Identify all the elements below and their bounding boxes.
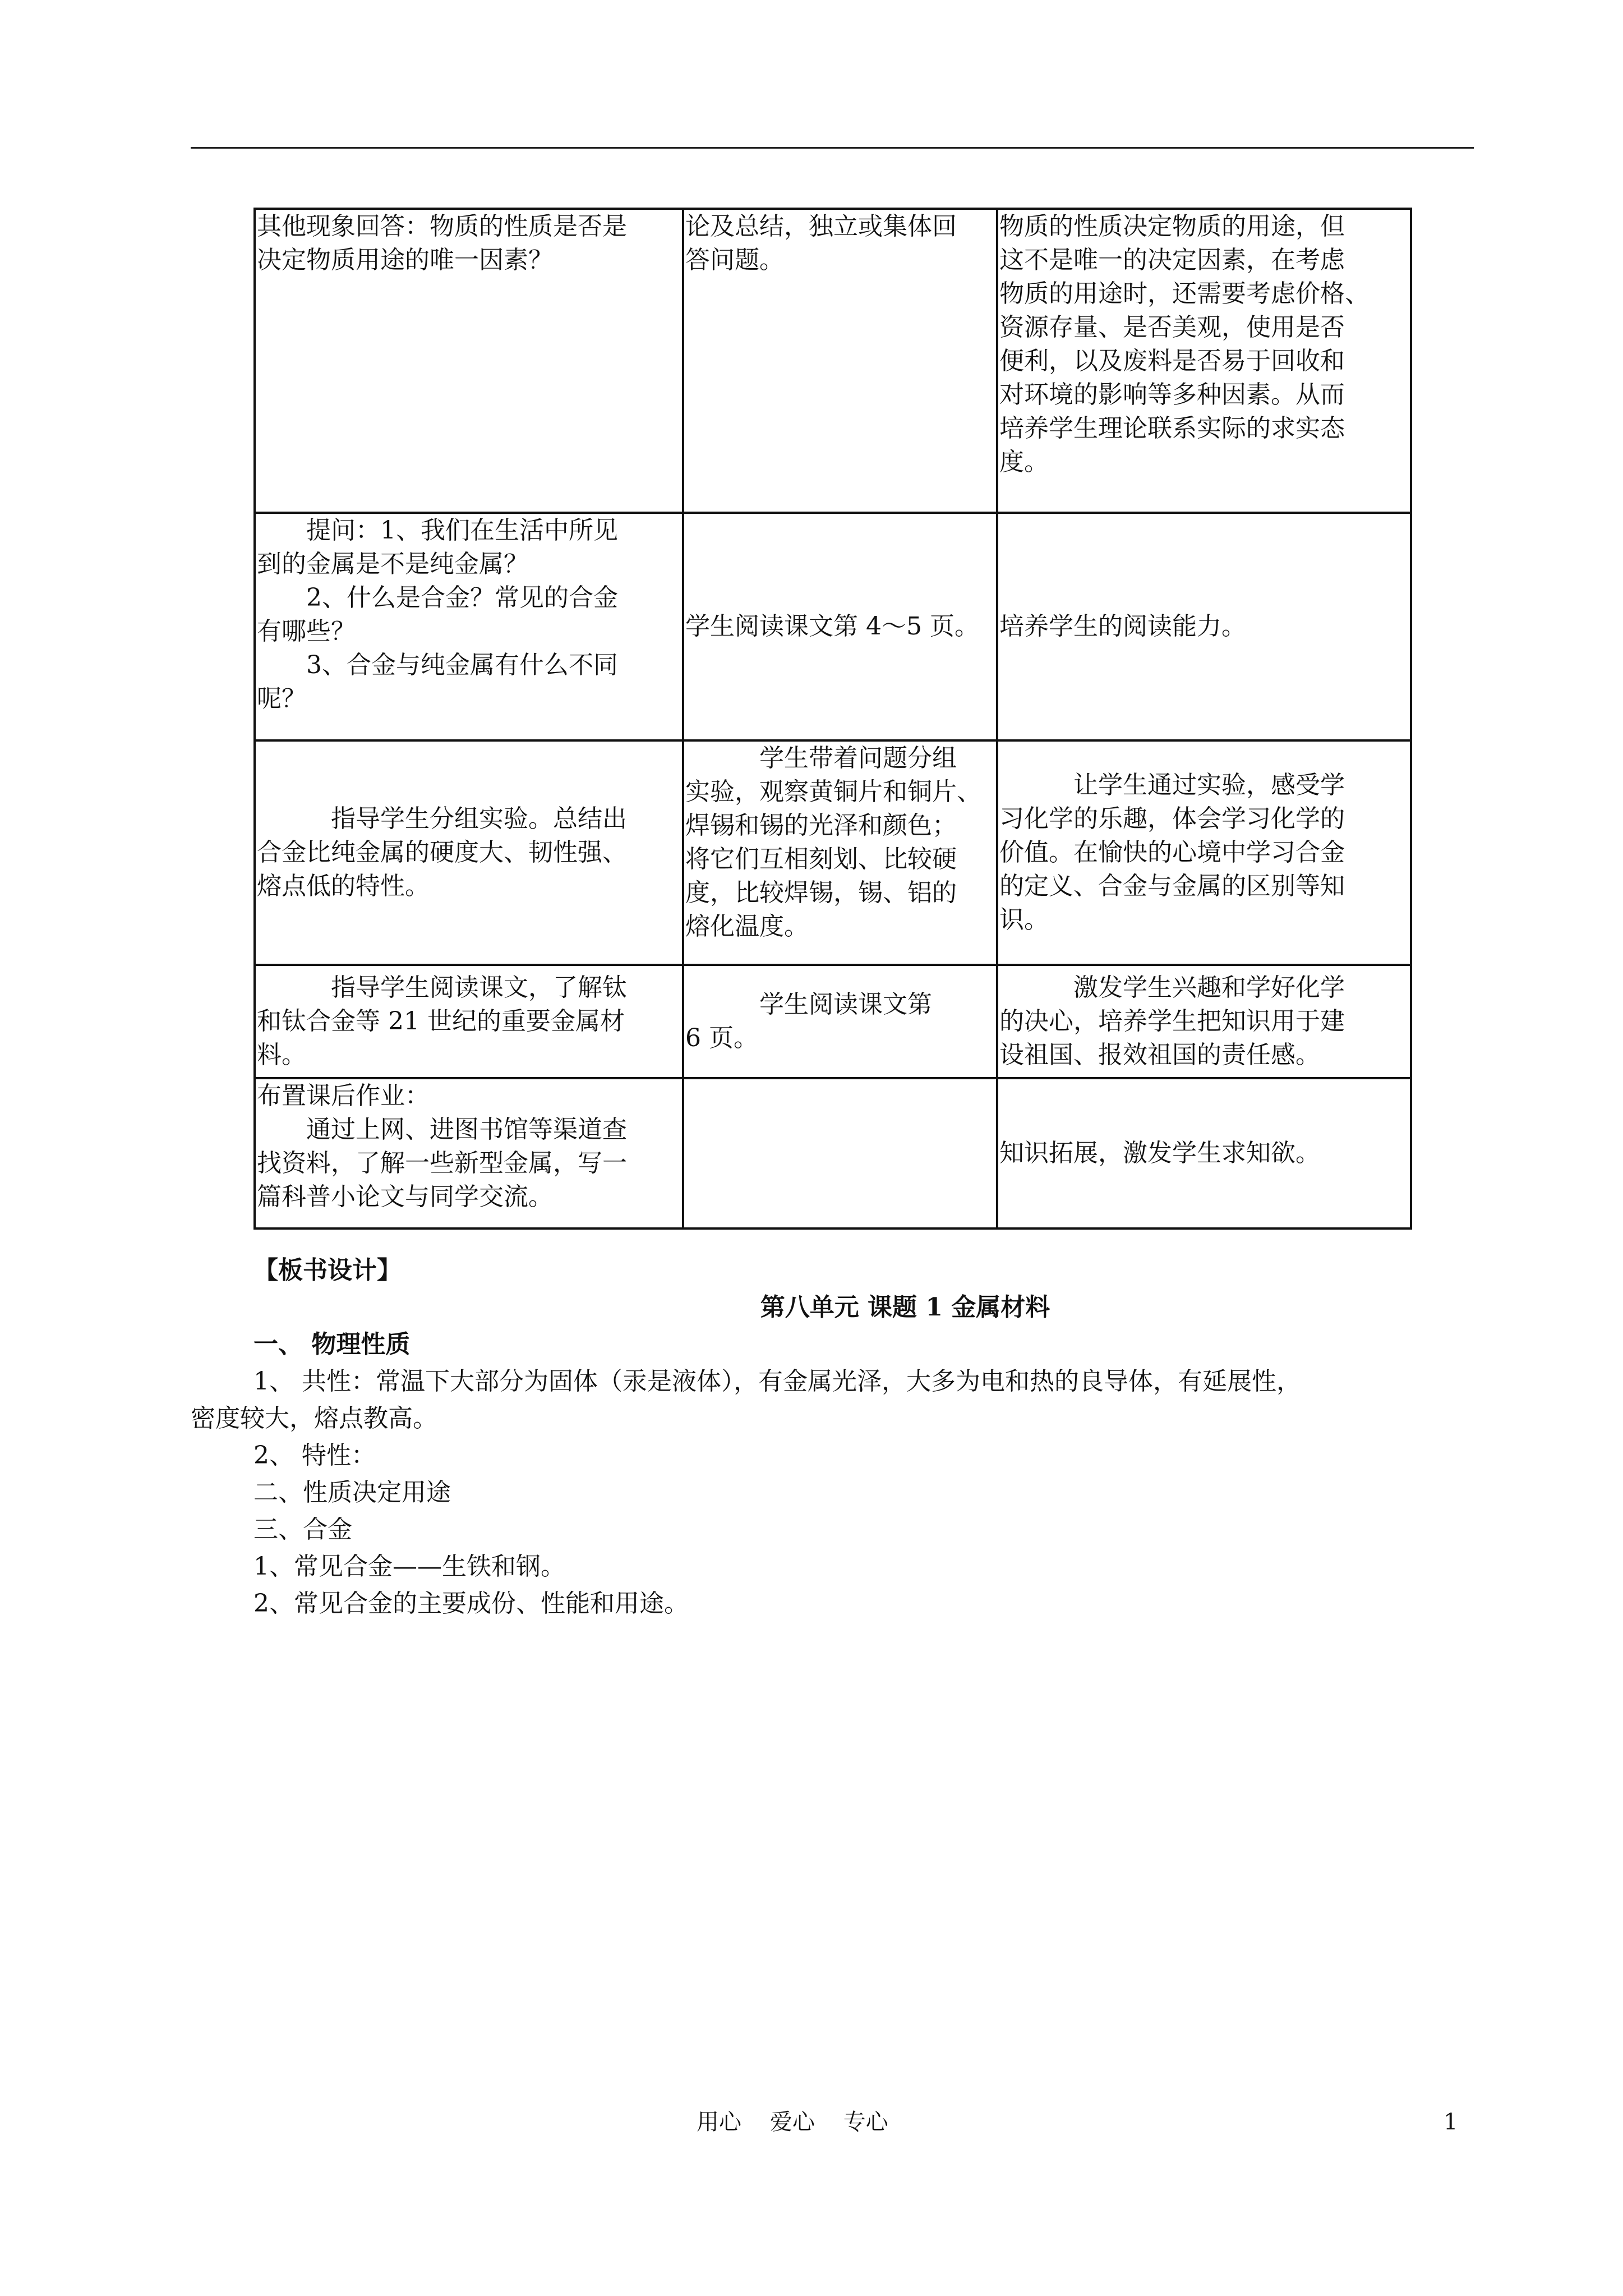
cell-line: 熔化温度。 (685, 912, 809, 941)
student-activity-cell (683, 513, 997, 740)
cell-line: 其他现象回答：物质的性质是否是 (257, 212, 627, 241)
cell-line: 识。 (999, 905, 1049, 934)
cell-line: 3、合金与纯金属有什么不同 (257, 651, 618, 679)
cell-line: 实验，观察黄铜片和铜片、 (685, 777, 981, 806)
teacher-activity-cell (255, 209, 683, 513)
design-intent-cell (997, 965, 1411, 1078)
header-rule (191, 147, 1474, 149)
section-heading: 二、性质决定用途 (253, 1478, 451, 1507)
page-number: 1 (1444, 2109, 1458, 2135)
table-row (255, 209, 1411, 513)
table-row (255, 740, 1411, 965)
cell-line: 培养学生的阅读能力。 (999, 612, 1246, 641)
cell-line: 通过上网、进图书馆等渠道查 (257, 1115, 627, 1144)
unit-title: 第八单元 课题 1 金属材料 (760, 1293, 1050, 1322)
teacher-activity-cell (255, 740, 683, 965)
teacher-activity-cell (255, 513, 683, 740)
list-item: 1、常见合金——生铁和钢。 (253, 1552, 565, 1581)
cell-line: 物质的用途时，还需要考虑价格、 (999, 279, 1370, 308)
cell-line: 激发学生兴趣和学好化学 (999, 973, 1345, 1002)
list-item-continuation: 密度较大，熔点教高。 (191, 1404, 437, 1433)
table-row (255, 513, 1411, 740)
cell-line: 呢？ (257, 684, 306, 713)
cell-line: 物质的性质决定物质的用途，但 (999, 212, 1345, 241)
cell-line: 便利，以及废料是否易于回收和 (999, 347, 1345, 375)
cell-line: 料。 (257, 1041, 306, 1069)
list-item: 2、 特性： (253, 1441, 376, 1470)
student-activity-cell (683, 965, 997, 1078)
cell-line: 让学生通过实验，感受学 (999, 771, 1345, 799)
list-item: 2、常见合金的主要成份、性能和用途。 (253, 1589, 689, 1618)
design-intent-cell (997, 209, 1411, 513)
cell-line: 指导学生分组实验。总结出 (257, 804, 627, 833)
cell-line: 知识拓展，激发学生求知欲。 (999, 1139, 1320, 1167)
teacher-activity-cell (255, 965, 683, 1078)
cell-line: 学生阅读课文第 (685, 990, 932, 1019)
cell-line: 有哪些？ (257, 617, 356, 646)
cell-line: 度，比较焊锡，锡、铝的 (685, 878, 957, 907)
design-intent-cell (997, 1078, 1411, 1228)
cell-line: 学生带着问题分组 (685, 744, 957, 772)
cell-line: 答问题。 (685, 246, 784, 274)
cell-line: 焊锡和锡的光泽和颜色； (685, 811, 957, 840)
cell-line: 和钛合金等 21 世纪的重要金属材 (257, 1007, 625, 1036)
cell-line: 到的金属是不是纯金属？ (257, 550, 528, 578)
cell-line: 2、什么是合金？常见的合金 (257, 583, 618, 612)
cell-line: 论及总结，独立或集体回 (685, 212, 957, 241)
cell-line: 找资料，了解一些新型金属，写一 (257, 1149, 627, 1177)
design-intent-cell (997, 740, 1411, 965)
cell-line: 学生阅读课文第 4～5 页。 (685, 612, 979, 641)
board-design (191, 1252, 1474, 1622)
cell-line: 6 页。 (685, 1024, 758, 1052)
cell-line: 熔点低的特性。 (257, 872, 430, 900)
student-activity-cell (683, 209, 997, 513)
cell-line: 的定义、合金与金属的区别等知 (999, 872, 1345, 900)
board-design-label: 【板书设计】 (253, 1256, 402, 1285)
teacher-activity-cell (255, 1078, 683, 1228)
cell-line: 习化学的乐趣，体会学习化学的 (999, 804, 1345, 833)
cell-line: 对环境的影响等多种因素。从而 (999, 380, 1345, 409)
cell-line: 设祖国、报效祖国的责任感。 (999, 1041, 1320, 1069)
table-row (255, 965, 1411, 1078)
cell-line: 指导学生阅读课文，了解钛 (257, 973, 627, 1002)
lesson-plan-table (253, 208, 1412, 1230)
cell-line: 这不是唯一的决定因素，在考虑 (999, 246, 1345, 274)
cell-line: 提问：1、我们在生活中所见 (257, 516, 618, 545)
cell-line: 培养学生理论联系实际的求实态 (999, 414, 1345, 443)
cell-line: 合金比纯金属的硬度大、韧性强、 (257, 838, 627, 867)
cell-line: 的决心，培养学生把知识用于建 (999, 1007, 1345, 1036)
cell-line: 决定物质用途的唯一因素？ (257, 246, 553, 274)
cell-line: 将它们互相刻划、比较硬 (685, 845, 957, 873)
section-heading: 一、 物理性质 (253, 1330, 411, 1359)
footer-motto: 用心 爱心 专心 (697, 2109, 888, 2135)
list-item: 1、 共性：常温下大部分为固体（汞是液体），有金属光泽，大多为电和热的良导体，有延展性， (253, 1367, 1301, 1396)
cell-line: 价值。在愉快的心境中学习合金 (999, 838, 1345, 867)
design-intent-cell (997, 513, 1411, 740)
student-activity-cell (683, 1078, 997, 1228)
table-row (255, 1078, 1411, 1228)
cell-line: 度。 (999, 448, 1049, 476)
cell-line: 资源存量、是否美观，使用是否 (999, 313, 1345, 342)
cell-line: 篇科普小论文与同学交流。 (257, 1182, 553, 1211)
cell-line: 布置课后作业： (257, 1082, 430, 1110)
section-heading: 三、合金 (253, 1515, 352, 1544)
student-activity-cell (683, 740, 997, 965)
